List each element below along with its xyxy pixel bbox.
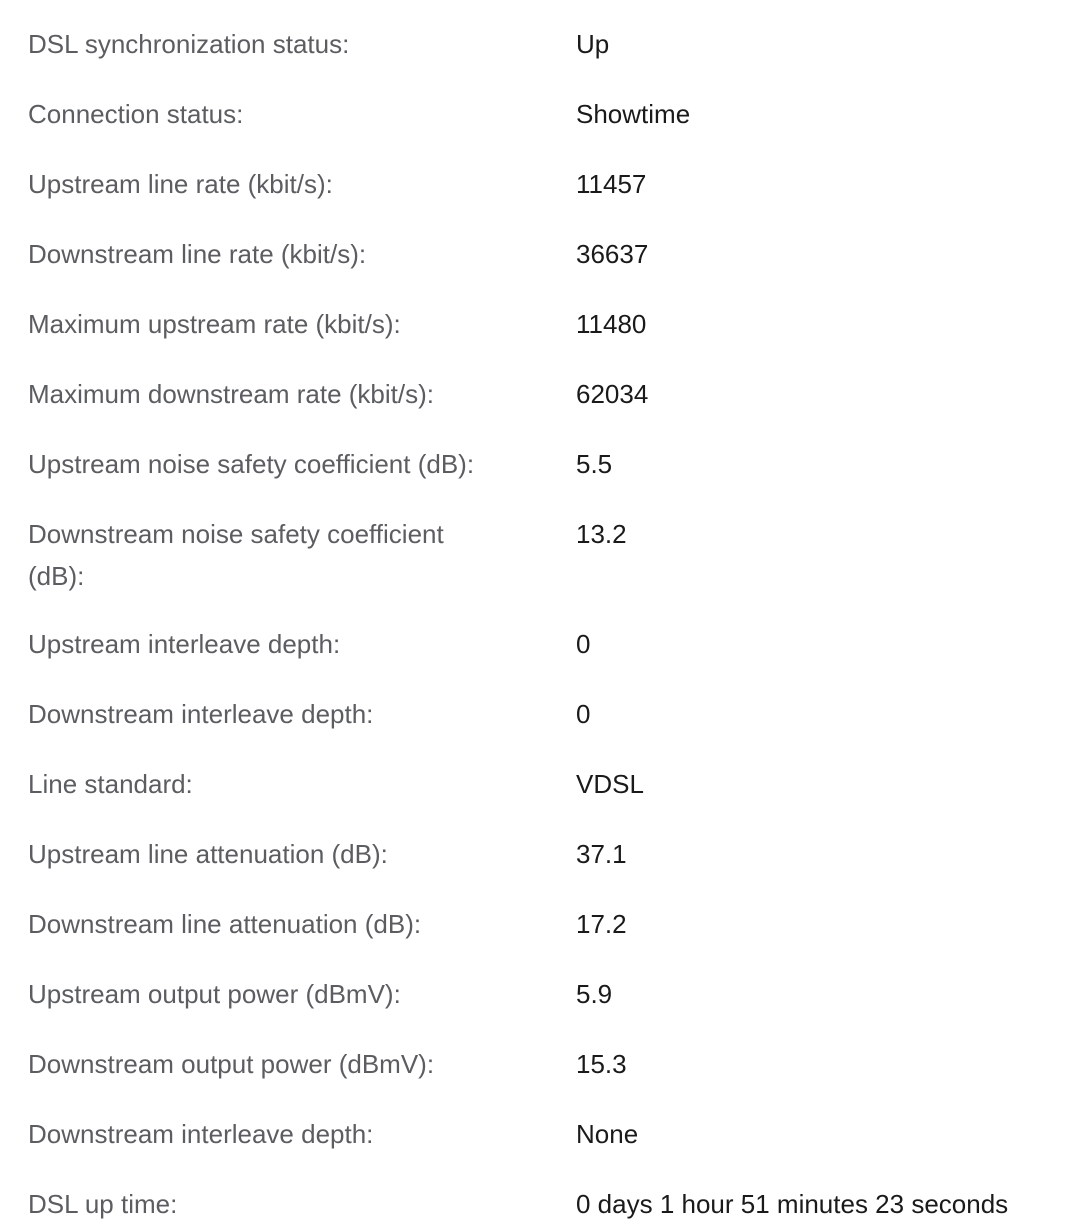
status-value: 5.5 (576, 449, 613, 479)
status-value: 37.1 (576, 839, 627, 869)
status-value: 11480 (576, 309, 647, 339)
status-value: VDSL (576, 769, 644, 799)
status-label: DSL up time: (28, 1189, 178, 1219)
status-label: Downstream line attenuation (dB): (28, 909, 422, 939)
status-value: 62034 (576, 379, 649, 409)
status-label: DSL synchronization status: (28, 29, 350, 59)
status-label: Downstream noise safety coefficient (dB): (28, 519, 444, 591)
status-label: Upstream output power (dBmV): (28, 979, 401, 1009)
status-value: 5.9 (576, 979, 613, 1009)
status-label: Upstream line attenuation (dB): (28, 839, 388, 869)
status-value: Showtime (576, 99, 691, 129)
status-value: 0 (576, 699, 591, 729)
status-label: Maximum upstream rate (kbit/s): (28, 309, 401, 339)
status-label: Connection status: (28, 99, 244, 129)
status-label: Downstream output power (dBmV): (28, 1049, 435, 1079)
status-value: 0 days 1 hour 51 minutes 23 seconds (576, 1189, 1009, 1219)
status-value: Up (576, 29, 610, 59)
status-label: Downstream line rate (kbit/s): (28, 239, 367, 269)
status-value: 15.3 (576, 1049, 627, 1079)
status-label: Upstream line rate (kbit/s): (28, 169, 333, 199)
status-value: 36637 (576, 239, 649, 269)
status-label: Upstream noise safety coefficient (dB): (28, 449, 475, 479)
status-value: 0 (576, 629, 591, 659)
status-value: 17.2 (576, 909, 627, 939)
status-value: 13.2 (576, 519, 627, 549)
status-label: Downstream interleave depth: (28, 1119, 374, 1149)
status-label: Line standard: (28, 769, 193, 799)
status-label: Upstream interleave depth: (28, 629, 341, 659)
status-value: 11457 (576, 169, 647, 199)
status-label: Downstream interleave depth: (28, 699, 374, 729)
status-value: None (576, 1119, 639, 1149)
status-label: Maximum downstream rate (kbit/s): (28, 379, 434, 409)
